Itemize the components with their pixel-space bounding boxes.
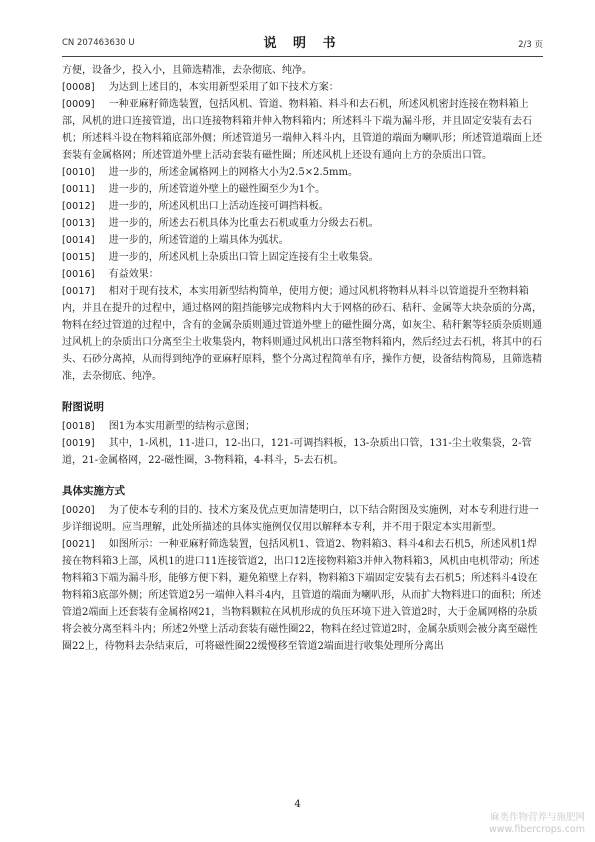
paragraph-text: 为达到上述目的，本实用新型采用了如下技术方案：: [108, 82, 339, 93]
paragraph-tag: [0011]: [62, 184, 95, 195]
intro-line: 方便，设备少，投入小，且筛选精准，去杂彻底、纯净。: [62, 65, 312, 76]
paragraph-tag: [0009]: [62, 99, 95, 110]
paragraph-tag: [0016]: [62, 269, 95, 280]
paragraph-text: 图1为本实用新型的结构示意图；: [108, 421, 256, 432]
paragraph-0011: [62, 181, 543, 198]
paragraph-0018: [62, 418, 543, 435]
section-heading-embodiment: 具体实施方式: [62, 485, 125, 497]
paragraph-0008: [62, 79, 543, 96]
paragraph-0009: [62, 96, 543, 164]
paragraph-text: 为了使本专利的目的、技术方案及优点更加清楚明白，以下结合附图及实施例，对本专利进行进一步详细说明。应当理解，此处所描述的具体实施例仅仅用以解释本专利，并不用于限定本实用新型。: [62, 505, 539, 533]
watermark-name: 麻类作物营养与施肥网: [489, 812, 585, 823]
section-heading-drawings: 附图说明: [62, 401, 104, 413]
site-watermark: [489, 812, 585, 836]
paragraph-0013: [62, 215, 543, 232]
paragraph-text: 进一步的，所述风机上杂质出口管上固定连接有尘土收集袋。: [108, 252, 379, 263]
patent-number: CN 207463630 U: [62, 38, 135, 48]
paragraph-tag: [0018]: [62, 421, 95, 432]
paragraph-0010: [62, 164, 543, 181]
paragraph-text: 其中，1-风机，11-进口，12-出口，121-可调挡料板，13-杂质出口管，131-尘土收集袋，2-管道，21-金属格网，22-磁性圈，3-物料箱，4-料斗，5-去石机。: [62, 438, 532, 466]
paragraph-tag: [0010]: [62, 167, 95, 178]
paragraph-text: 进一步的，所述管道外壁上的磁性圈至少为1个。: [108, 184, 326, 195]
paragraph-text: 一种亚麻籽筛选装置，包括风机、管道、物料箱、料斗和去石机，所述风机密封连接在物料箱上部，风机的进口连接管道，出口连接物料箱并伸入物料箱内；所述料斗下端为漏斗形，并且固定安装有去石机；所述料斗设在物料箱底部外侧；所述管道另一端伸入料斗内，且管道的端面为喇叭形；所述管道端面上还套装有金属格网；所述管道外壁上活动套装有磁性圈；所述风机上还设有通向上方的杂质出口管。: [62, 99, 542, 161]
paragraph-text: 进一步的，所述去石机具体为比重去石机或重力分级去石机。: [108, 218, 379, 229]
paragraph-0015: [62, 249, 543, 266]
paragraph-text: 相对于现有技术，本实用新型结构简单，使用方便；通过风机将物料从料斗以管道提升至物料箱内，并且在提升的过程中，通过格网的阻挡能够完成物料内大于网格的砂石、秸秆、金属等大块杂质的分离，物料在经过管道的过程中，含有的金属杂质则通过管道外壁上的磁性圈分离，如灰尘、秸秆絮等轻质杂质则通过风机上的杂质出口分离至尘土收集袋内，物料则通过风机出口落至物料箱内，然后经过去石机，将其中的石头、石砂分离掉，从而得到纯净的亚麻籽原料，整个分离过程简单有序，操作方便，设备结构简易，且筛选精准，去杂彻底、纯净。: [62, 286, 542, 382]
paragraph-tag: [0019]: [62, 438, 95, 449]
paragraph-tag: [0020]: [62, 505, 95, 516]
header-rule: [62, 56, 543, 57]
page-number: 4: [294, 799, 301, 810]
paragraph-tag: [0015]: [62, 252, 95, 263]
paragraph-0016: [62, 266, 543, 283]
paragraph-tag: [0013]: [62, 218, 95, 229]
paragraph-tag: [0014]: [62, 235, 95, 246]
paragraph-tag: [0008]: [62, 82, 95, 93]
paragraph-text: 进一步的，所述风机出口上活动连接可调挡料板。: [108, 201, 329, 212]
paragraph-0014: [62, 232, 543, 249]
watermark-url: www.fibercrops.com: [488, 824, 585, 835]
document-title: 说 明 书: [263, 36, 342, 51]
paragraph-0019: [62, 435, 543, 469]
paragraph-0021: [62, 536, 543, 655]
paragraph-text: 进一步的，所述金属格网上的网格大小为2.5×2.5mm。: [108, 167, 358, 178]
paragraph-tag: [0017]: [62, 286, 95, 297]
paragraph-text: 进一步的，所述管道的上端具体为弧状。: [108, 235, 289, 246]
paragraph-0017: [62, 283, 543, 385]
paragraph-text: 如图所示：一种亚麻籽筛选装置，包括风机1、管道2、物料箱3、料斗4和去石机5，所述风机1焊接在物料箱3上部，风机1的进口11连接管道2，出口12连接物料箱3并伸入物料箱3，风机由电机带动；所述物料箱3下端为漏斗形，能够方便下料，避免箱壁上存料，物料箱3下端固定安装有去石机5；所述料斗4设在物料箱3底部外侧；所述管道2另一端伸入料斗4内，且管道的端面为喇叭形，从而扩大物料进口的面积；所述管道2端面上还套装有金属格网21，当物料颗粒在风机形成的负压环境下进入管道2时，大于金属网格的杂质将会被分离至料斗内；所述2外壁上活动套装有磁性圈22，物料在经过管道2时，金属杂质则会被分离至磁性圈22上，待物料去杂结束后，可将磁性圈22缓慢移至管道2端面进行收集处理所分离出: [62, 539, 542, 652]
paragraph-text: 有益效果：: [108, 269, 159, 280]
page-header: [62, 34, 543, 52]
paragraph-0020: [62, 502, 543, 536]
paragraph-tag: [0012]: [62, 201, 95, 212]
paragraph-0012: [62, 198, 543, 215]
document-body: [62, 62, 543, 655]
paragraph-tag: [0021]: [62, 539, 95, 550]
page-indicator: 2/3 页: [518, 40, 543, 50]
